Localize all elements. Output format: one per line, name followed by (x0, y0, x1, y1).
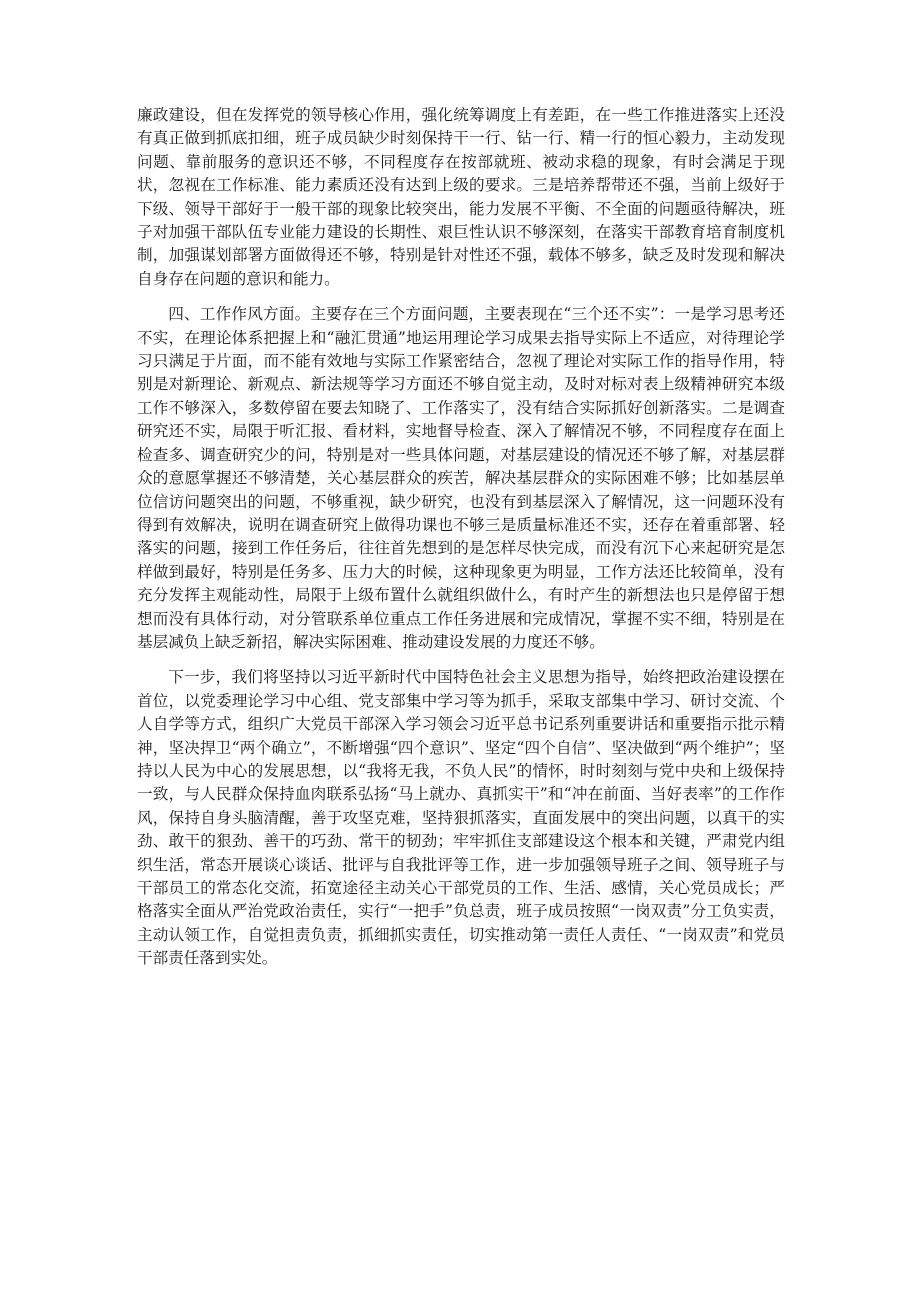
paragraph-work-style-continued: 廉政建设，但在发挥党的领导核心作用，强化统筹调度上有差距，在一些工作推进落实上还没有真正做到抓底扣细，班子成员缺少时刻保持干一行、钻一行、精一行的恒心毅力，主动发现问题、靠前服务的意识还不够，不同程度存在按部就班、被动求稳的现象，有时会满足于现状，忽视在工作标准、能力素质还没有达到上级的要求。三是培养帮带还不强，当前上级好于下级、领导干部好于一般干部的现象比较突出，能力发展不平衡、不全面的问题亟待解决，班子对加强干部队伍专业能力建设的长期性、艰巨性认识不够深刻，在落实干部教育培育制度机制，加强谋划部署方面做得还不够，特别是针对性还不强，载体不够多，缺乏及时发现和解决自身存在问题的意识和能力。 (137, 106, 785, 288)
paragraph-next-steps: 下一步，我们将坚持以习近平新时代中国特色社会主义思想为指导，始终把政治建设摆在首位，以党委理论学习中心组、党支部集中学习等为抓手，采取支部集中学习、研讨交流、个人自学等方式，组织广大党员干部深入学习领会习近平总书记系列重要讲话和重要指示批示精神，坚决捍卫“两个确立”，不断增强“四个意识”、坚定“四个自信”、坚决做到“两个维护”；坚持以人民为中心的发展思想，以“我将无我，不负人民”的情怀，时时刻刻与党中央和上级保持一致，与人民群众保持血肉联系弘扬“马上就办、真抓实干”和“冲在前面、当好表率”的工作作风，保持自身头脑清醒，善于攻坚克难，坚持狠抓落实，直面发展中的突出问题，以真干的实劲、敢干的狠劲、善干的巧劲、常干的韧劲；牢牢抓住支部建设这个根本和关键，严肃党内组织生活，常态开展谈心谈话、批评与自我批评等工作，进一步加强领导班子之间、领导班子与干部员工的常态化交流，拓宽途径主动关心干部党员的工作、生活、感情，关心党员成长；严格落实全面从严治党政治责任，实行“一把手”负总责，班子成员按照“一岗双责”分工负实责，主动认领工作，自觉担责负责，抓细抓实责任，切实推动第一责任人责任、“一岗双责”和党员干部责任落到实处。 (137, 668, 785, 968)
paragraph-work-style-section-four: 四、工作作风方面。主要存在三个方面问题，主要表现在“三个还不实”：一是学习思考还不实，在理论体系把握上和“融汇贯通”地运用理论学习成果去指导实际上不适应，对待理论学习只满足于片面，而不能有效地与实际工作紧密结合，忽视了理论对实际工作的指导作用，特别是对新理论、新观点、新法规等学习方面还不够自觉主动，及时对标对表上级精神研究本级工作不够深入，多数停留在要去知晓了、工作落实了，没有结合实际抓好创新落实。二是调查研究还不实，局限于听汇报、看材料，实地督导检查、深入了解情况不够，不同程度存在面上检查多、调查研究少的问，特别是对一些具体问题，对基层建设的情况还不够了解，对基层群众的意愿掌握还不够清楚，关心基层群众的疾苦，解决基层群众的实际困难不够；比如基层单位信访问题突出的问题，不够重视，缺少研究，也没有到基层深入了解情况，这一问题环没有得到有效解决，说明在调查研究上做得功课也不够三是质量标准还不实，还存在着重部署、轻落实的问题，接到工作任务后，往往首先想到的是怎样尽快完成，而没有沉下心来起研究是怎样做到最好，特别是任务多、压力大的时候，这种现象更为明显，工作方法还比较简单，没有充分发挥主观能动性，局限于上级布置什么就组织做什么，有时产生的新想法也只是停留于想想而没有具体行动，对分管联系单位重点工作任务进展和完成情况，掌握不实不细，特别是在基层减负上缺乏新招，解决实际困难、推动建设发展的力度还不够。 (137, 305, 785, 651)
document-body (137, 104, 785, 971)
